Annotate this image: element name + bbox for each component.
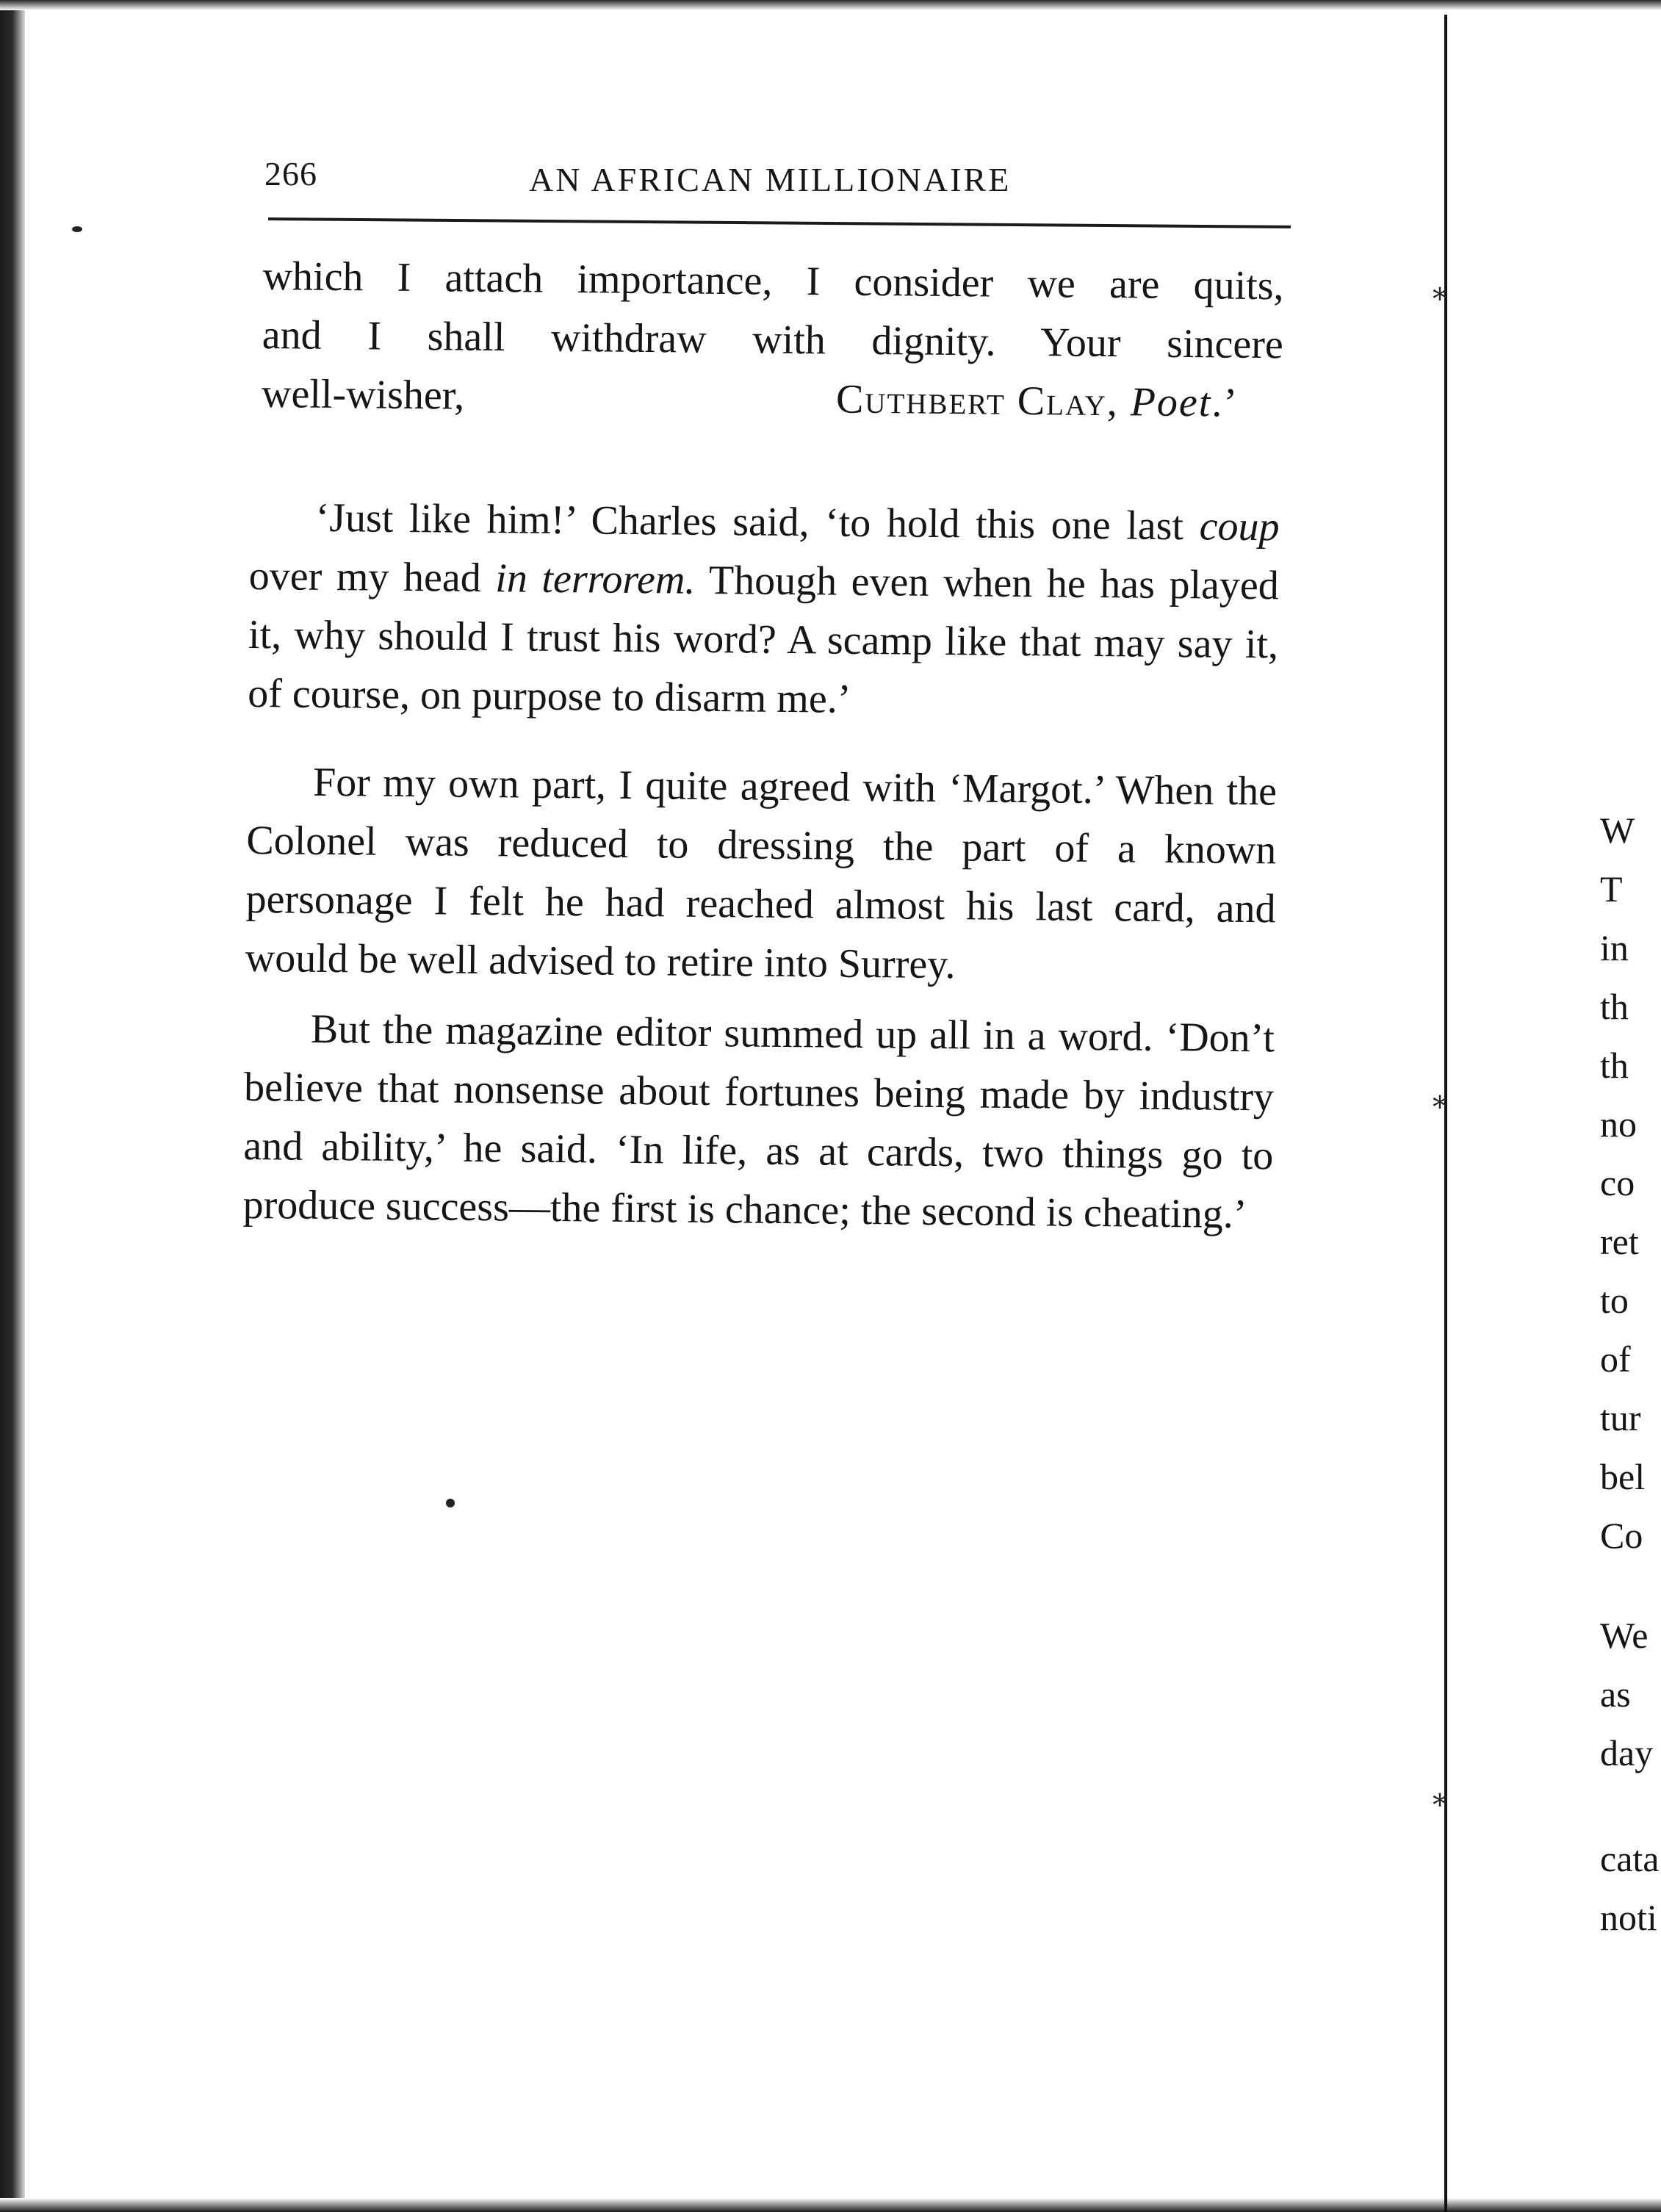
- letter-line: and I shall withdraw with dignity. Your sincere: [262, 311, 1284, 368]
- paragraph: For my own part, I quite agreed with ‘Margot.’ When the Colonel was reduced to dressing the part of a known personage I felt he had reached almost his last card, and would be well advised to retire into Surrey.: [245, 759, 1278, 988]
- signature-suffix: .’: [1211, 380, 1239, 426]
- facing-block-b: [1600, 1606, 1661, 1782]
- page-header: [264, 147, 1293, 206]
- signature-title: Poet: [1130, 379, 1212, 426]
- letter-conclusion: [262, 247, 1284, 433]
- facing-gap: [1600, 1782, 1661, 1829]
- facing-line: as: [1600, 1674, 1631, 1715]
- scan-left-edge: [0, 0, 25, 2212]
- letter-closing: well-wisher,: [261, 370, 465, 419]
- facing-line: bel: [1600, 1456, 1646, 1497]
- facing-line: Co: [1600, 1515, 1643, 1556]
- page-number: 266: [264, 155, 317, 192]
- facing-line: to: [1600, 1280, 1629, 1321]
- facing-line: We: [1600, 1615, 1649, 1656]
- paragraph: But the magazine editor summed up all in a word. ‘Don’t believe that nonsense about fortunes being made by industry and ability,’ he said. ‘In life, as at cards, two things go to produce success—the first is chance; the second is cheating.’: [242, 1006, 1275, 1238]
- facing-line: ret: [1600, 1221, 1639, 1262]
- facing-block-c: [1600, 1829, 1661, 1947]
- header-rule: [268, 217, 1291, 228]
- paragraph-text: over my head: [248, 552, 496, 602]
- facing-line: T: [1600, 868, 1623, 909]
- signature-line: [262, 364, 1283, 433]
- facing-line: noti: [1600, 1897, 1657, 1938]
- facing-line: W: [1600, 810, 1635, 851]
- facing-line: of: [1600, 1339, 1631, 1380]
- facing-line: co: [1600, 1162, 1635, 1203]
- italic-phrase: in terrorem.: [495, 555, 696, 603]
- page-gutter: [1433, 15, 1453, 2212]
- letter-signature: Cuthbert Clay, Poet.’: [835, 376, 1239, 426]
- facing-line: no: [1600, 1103, 1637, 1145]
- binding-stitch-mark: ⁎: [1433, 273, 1447, 306]
- paragraph-text: Though even when he has played it, why should I trust his word? A scamp like that may say it, of course, on purpose to disarm me.’: [248, 557, 1280, 722]
- facing-line: cata: [1600, 1838, 1660, 1879]
- facing-block-a: [1600, 801, 1661, 1565]
- facing-line: th: [1600, 1045, 1629, 1086]
- binding-stitch-mark: ⁎: [1433, 1081, 1447, 1114]
- paragraph: [248, 488, 1280, 732]
- facing-line: in: [1600, 927, 1629, 968]
- facing-gap: [1600, 1565, 1661, 1606]
- stray-mark-left: [72, 226, 82, 232]
- signature-name: Cuthbert Clay: [835, 376, 1108, 425]
- scan-top-edge: [0, 0, 1661, 10]
- italic-phrase: coup: [1199, 503, 1280, 550]
- paragraph-text: ‘Just like him!’ Charles said, ‘to hold this one last: [315, 494, 1200, 550]
- facing-line: day: [1600, 1732, 1654, 1773]
- binding-stitch-mark: ⁎: [1433, 1779, 1447, 1812]
- letter-line: which I attach importance, I consider we are quits,: [262, 253, 1284, 309]
- body-text: [242, 488, 1280, 1255]
- facing-line: th: [1600, 986, 1629, 1027]
- facing-page-fragment: [1600, 801, 1661, 1976]
- stray-mark-body: [446, 1499, 455, 1507]
- facing-line: tur: [1600, 1397, 1641, 1438]
- running-title: AN AFRICAN MILLIONAIRE: [529, 161, 1012, 198]
- scan-bottom-edge: [0, 2198, 1661, 2212]
